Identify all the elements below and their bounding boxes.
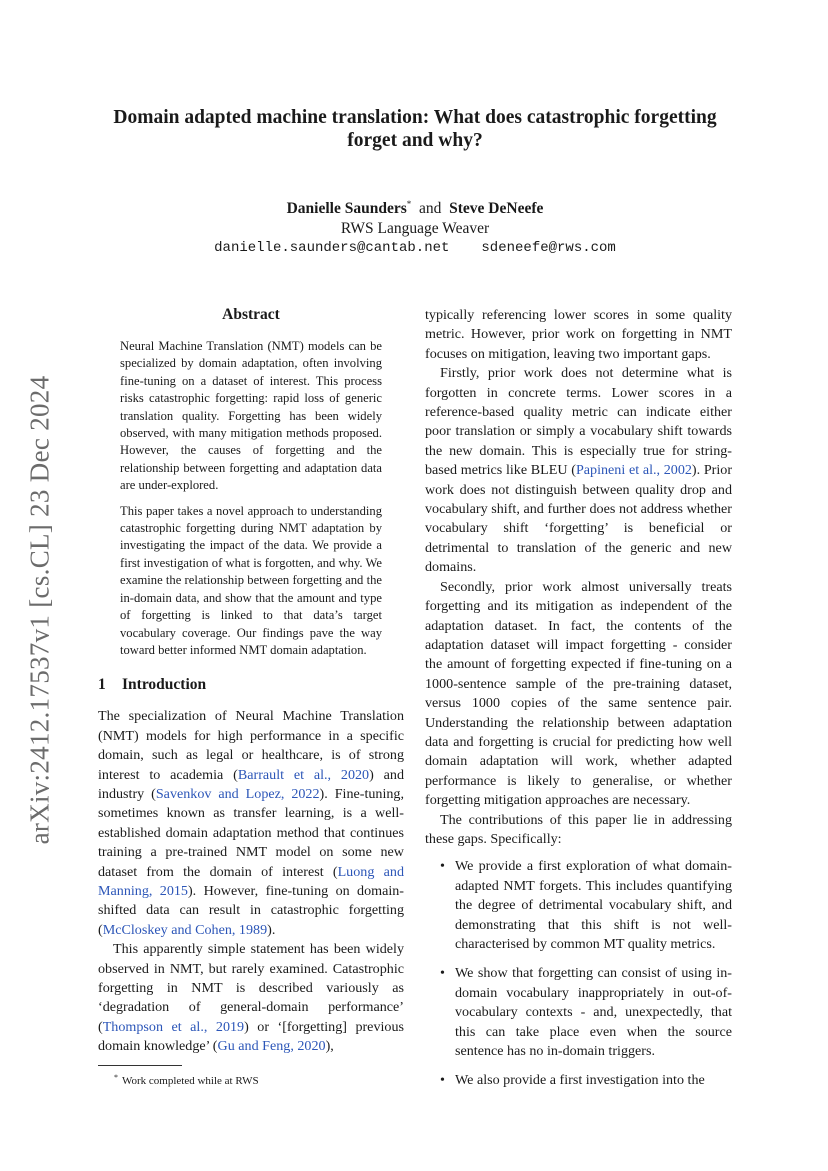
abstract-paragraph-1: Neural Machine Translation (NMT) models can be specialized by domain adaptation, often involving fine-tuning on a dataset of interest. This process risks catastrophic forgetting: rapid loss of generic translation quality. Forgetting has been widely observed, with many mitigation methods proposed. However, the causes of forgetting and the relationship between forgetting and adaptation data are under-explored. <box>120 339 382 493</box>
text-run: ). <box>267 921 276 938</box>
citation-link[interactable]: McCloskey and Cohen, 1989 <box>102 921 268 938</box>
text-run: ). Prior work does not distinguish between quality drop and vocabulary shift, and further does not address whether vocabulary shift ‘forgetting’ is beneficial or detrimental to translation of the generic and new domains. <box>425 462 733 576</box>
paper-header <box>90 106 740 258</box>
text-run: The specialization of Neural Machine Translation (NMT) models for high performance in a specific domain, such as legal or healthcare, is of strong interest to academia ( <box>98 708 404 783</box>
list-item <box>425 1071 732 1090</box>
right-paragraph-2: Secondly, prior work almost universally treats forgetting and its mitigation as independent of the adaptation dataset. In fact, the contents of the adaptation dataset will impact forgetting - consider the amount of forgetting expected if fine-tuning on a 1000-sentence sample of the pre-training dataset, versus 1000 copies of the same sentence pair. Understanding the relationship between adaptation data and forgetting is crucial for predicting how well domain adaptation will work, whether adapted performance is likely to generalise, or whether forgetting mitigation approaches are necessary. <box>425 578 732 809</box>
list-item <box>425 857 732 954</box>
text-run: ). However, fine-tuning on domain-shifted data can result in catastrophic forgetting ( <box>98 882 405 938</box>
citation-link[interactable]: Thompson et al., 2019 <box>102 1018 245 1035</box>
bullet-mark: • <box>440 1072 445 1089</box>
affiliation: RWS Language Weaver <box>340 220 490 237</box>
section-number: 1 <box>98 676 106 694</box>
list-item-text: We also provide a first investigation into the <box>455 1072 705 1089</box>
abstract-body <box>98 338 404 659</box>
text-run: ) or ‘[forgetting] previous domain knowledge’ ( <box>98 1018 404 1055</box>
author-conjunction: and <box>419 200 442 217</box>
bullet-mark: • <box>440 858 445 875</box>
left-column <box>98 304 404 1089</box>
contributions-list <box>425 857 732 1090</box>
intro-paragraph-2 <box>98 940 404 1056</box>
author-name-2: Steve DeNeefe <box>449 200 544 217</box>
author-footnote-mark: * <box>406 199 412 209</box>
email-line <box>90 238 740 258</box>
author-line <box>90 194 740 219</box>
paper-title: Domain adapted machine translation: What does catastrophic forgetting forget and why? <box>113 107 717 151</box>
text-run: ) and industry ( <box>98 766 404 802</box>
right-paragraph-1 <box>425 364 732 577</box>
list-item-text: We show that forgetting can consist of using in-domain vocabulary inappropriately in out-of-vocabulary contexts - and, unexpectedly, that this can take place even when the source sentence has no in-domain triggers. <box>455 965 732 1060</box>
abstract-paragraph-2: This paper takes a novel approach to understanding catastrophic forgetting during NMT adaptation by investigating the impact of the data. We provide a first investigation of what is forgotten, and why. We examine the relationship between forgetting and the in-domain data, and show that the amount and type of forgetting is linked to that data’s target vocabulary coverage. Our findings pave the way toward better informed NMT domain adaptation. <box>120 503 382 657</box>
author-email-2: sdeneefe@rws.com <box>481 240 616 256</box>
list-item <box>425 964 732 1061</box>
abstract-heading: Abstract <box>222 306 280 323</box>
text-run: Firstly, prior work does not determine what is forgotten in concrete terms. Lower scores in a reference-based quality metric can indicate either poor translation or simply a vocabulary shift towards the new domain. This is especially true for string-based metrics like BLEU ( <box>425 365 732 479</box>
text-run: ). Fine-tuning, sometimes known as transfer learning, is a well-established domain adaptation method that continues training a pre-trained NMT model on some new dataset from the domain of interest ( <box>98 785 404 880</box>
right-paragraph-3: The contributions of this paper lie in addressing these gaps. Specifically: <box>425 811 732 847</box>
right-paragraph-0: typically referencing lower scores in some quality metric. However, prior work on forgetting in NMT focuses on mitigation, leaving two important gaps. <box>425 307 732 362</box>
right-column <box>425 306 732 1101</box>
arxiv-identifier-text: arXiv:2412.17537v1 [cs.CL] 23 Dec 2024 <box>24 375 55 845</box>
author-name-1: Danielle Saunders <box>286 200 407 217</box>
section-heading-introduction <box>98 675 404 695</box>
intro-paragraph-1 <box>98 707 404 940</box>
text-run: ), <box>325 1038 334 1055</box>
text-run: This apparently simple statement has been widely observed in NMT, but rarely examined. Catastrophic forgetting in NMT is described variously as ‘degradation of general-domain performance’ ( <box>98 941 404 1035</box>
citation-link[interactable]: Gu and Feng, 2020 <box>217 1038 326 1055</box>
bullet-mark: • <box>440 965 445 982</box>
list-item-text: We provide a first exploration of what domain-adapted NMT forgets. This includes quantifying the degree of detrimental vocabulary shift, and demonstrating that this shift is not well-characterised by common MT quality metrics. <box>455 858 732 952</box>
arxiv-identifier <box>18 360 62 860</box>
author-email-1: danielle.saunders@cantab.net <box>214 240 450 256</box>
footnote-rule <box>98 1065 182 1066</box>
citation-link[interactable]: Barrault et al., 2020 <box>237 766 370 783</box>
section-title: Introduction <box>122 676 207 694</box>
footnote-mark: * <box>114 1072 118 1082</box>
citation-link[interactable]: Savenkov and Lopez, 2022 <box>155 785 320 802</box>
citation-link[interactable]: Papineni et al., 2002 <box>575 462 692 479</box>
footnote-text: Work completed while at RWS <box>122 1074 259 1087</box>
citation-link[interactable]: Luong and Manning, 2015 <box>98 863 404 899</box>
footnote <box>98 1070 404 1089</box>
